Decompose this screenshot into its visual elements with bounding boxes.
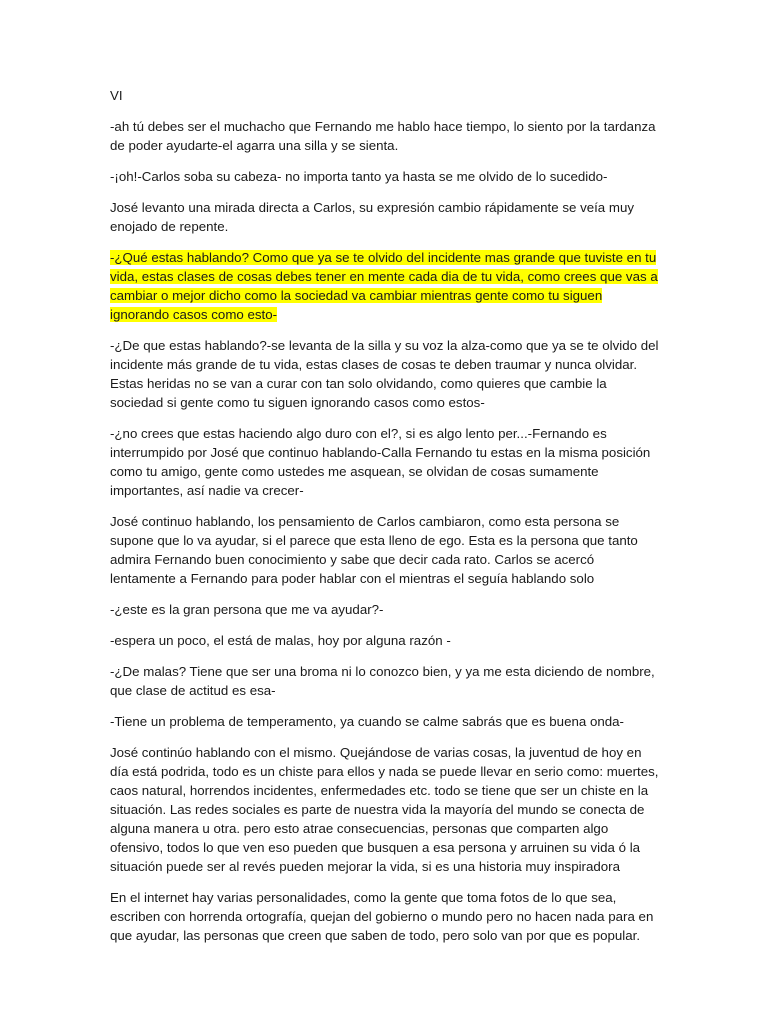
- paragraph-text: En el internet hay varias personalidades, como la gente que toma fotos de lo que sea, escriben con horrenda ortografía, quejan del gobierno o mundo pero no hacen nada para en que ayudar, las personas que creen que saben de todo, pero solo van por que es popular.: [110, 890, 654, 943]
- paragraph-text: José continúo hablando con el mismo. Quejándose de varias cosas, la juventud de hoy en día está podrida, todo es un chiste para ellos y nada se puede llevar en serio como: muertes, caos natural, horrendos incidentes, enfermedades etc. todo se tiene que ser un chiste en la situación. Las redes sociales es parte de nuestra vida la mayoría del mundo se conecta de alguna manera u otra. pero esto atrae consecuencias, personas que comparten algo ofensivo, todos lo que ven eso pueden que busquen a esa persona y arruinen su vida ó la situación puede ser al revés pueden mejorar la vida, si es una historia muy inspiradora: [110, 745, 659, 874]
- paragraph: [110, 512, 660, 588]
- paragraph-text: -Tiene un problema de temperamento, ya cuando se calme sabrás que es buena onda-: [110, 714, 624, 729]
- paragraph-text: -ah tú debes ser el muchacho que Fernando me hablo hace tiempo, lo siento por la tardanza de poder ayudarte-el agarra una silla y se sienta.: [110, 119, 656, 153]
- paragraph: [110, 336, 660, 412]
- document-body: [110, 117, 660, 945]
- chapter-heading: VI: [110, 88, 123, 103]
- paragraph-text: José continuo hablando, los pensamiento de Carlos cambiaron, como esta persona se supone que lo va ayudar, si el parece que esta lleno de ego. Esta es la persona que tanto admira Fernando buen conocimiento y sabe que decir cada rato. Carlos se acercó lentamente a Fernando para poder hablar con el mientras el seguía hablando solo: [110, 514, 638, 586]
- paragraph-text-highlighted: -¿Qué estas hablando? Como que ya se te olvido del incidente mas grande que tuviste en tu vida, estas clases de cosas debes tener en mente cada dia de tu vida, como crees que vas a cambiar o mejor dicho como la sociedad va cambiar mientras gente como tu siguen ignorando casos como esto-: [110, 250, 658, 322]
- paragraph-text: -¿De que estas hablando?-se levanta de la silla y su voz la alza-como que ya se te olvido del incidente más grande de tu vida, estas clases de cosas te deben traumar y nunca olvidar. Estas heridas no se van a curar con tan solo olvidando, como quieres que cambie la sociedad si gente como tu siguen ignorando casos como estos-: [110, 338, 659, 410]
- paragraph-text: -¿De malas? Tiene que ser una broma ni lo conozco bien, y ya me esta diciendo de nombre, que clase de actitud es esa-: [110, 664, 655, 698]
- highlighted-paragraph: [110, 248, 660, 324]
- paragraph-text: -¡oh!-Carlos soba su cabeza- no importa tanto ya hasta se me olvido de lo sucedido-: [110, 169, 608, 184]
- paragraph: [110, 631, 660, 650]
- paragraph: [110, 712, 660, 731]
- paragraph: [110, 888, 660, 945]
- paragraph: [110, 117, 660, 155]
- paragraph-text: José levanto una mirada directa a Carlos, su expresión cambio rápidamente se veía muy enojado de repente.: [110, 200, 635, 234]
- paragraph-text: -¿no crees que estas haciendo algo duro con el?, si es algo lento per...-Fernando es interrumpido por José que continuo hablando-Calla Fernando tu estas en la misma posición como tu amigo, gente como ustedes me asquean, se olvidan de cosas sumamente importantes, así nadie va crecer-: [110, 426, 651, 498]
- document-page: [110, 86, 660, 957]
- paragraph: [110, 167, 660, 186]
- paragraph: [110, 424, 660, 500]
- paragraph: [110, 743, 660, 876]
- paragraph: [110, 600, 660, 619]
- paragraph: [110, 198, 660, 236]
- paragraph: [110, 662, 660, 700]
- paragraph-text: -¿este es la gran persona que me va ayudar?-: [110, 602, 384, 617]
- paragraph-text: -espera un poco, el está de malas, hoy por alguna razón -: [110, 633, 451, 648]
